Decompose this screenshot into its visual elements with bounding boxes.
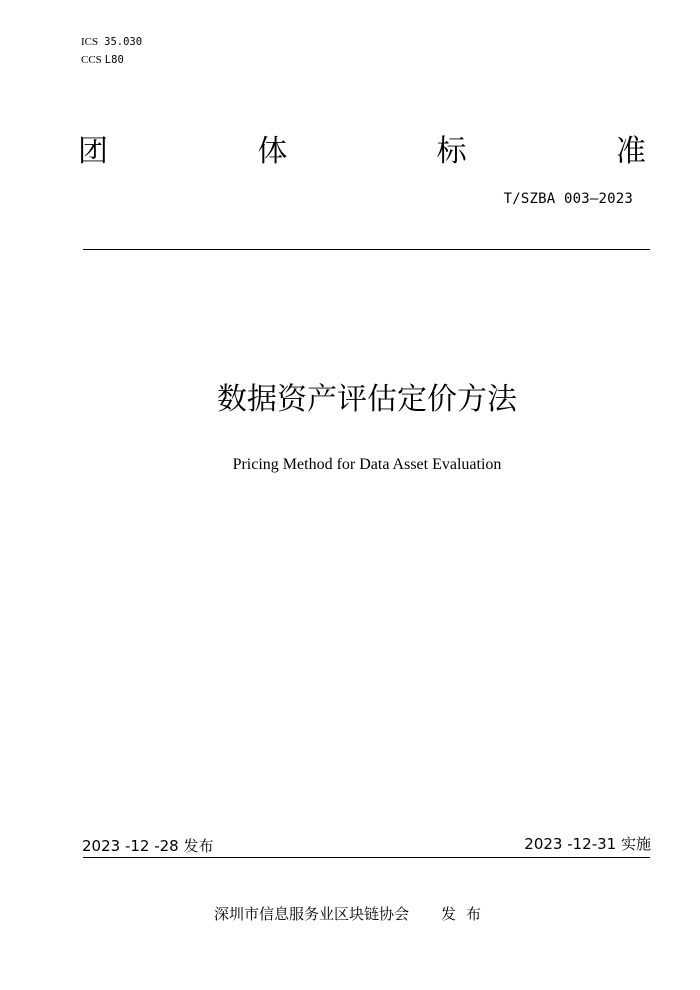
bottom-divider <box>83 857 650 858</box>
standard-type-char: 标 <box>436 134 467 169</box>
ics-label: ICS <box>81 36 99 48</box>
ccs-row <box>81 51 142 69</box>
top-divider <box>83 249 650 250</box>
classification-codes <box>81 33 142 69</box>
standard-type-char: 准 <box>615 134 646 169</box>
document-title-english: Pricing Method for Data Asset Evaluation <box>232 456 502 473</box>
implementation-date: 2023 -12-31 实施 <box>524 835 651 853</box>
ics-row <box>81 33 142 51</box>
issue-date: 2023 -12 -28 发布 <box>82 837 214 855</box>
ccs-label: CCS <box>81 54 102 66</box>
document-title-chinese: 数据资产评估定价方法 <box>217 382 517 417</box>
ccs-value: L80 <box>104 54 124 66</box>
publisher-line <box>214 904 491 924</box>
standard-type-heading <box>78 133 646 171</box>
publisher-issued: 发布 <box>441 905 492 923</box>
standard-type-char: 团 <box>78 134 108 169</box>
ics-value: 35.030 <box>104 36 143 48</box>
standard-number: T/SZBA 003—2023 <box>503 191 633 207</box>
publisher-name: 深圳市信息服务业区块链协会 <box>214 905 410 923</box>
standard-type-char: 体 <box>257 134 288 169</box>
